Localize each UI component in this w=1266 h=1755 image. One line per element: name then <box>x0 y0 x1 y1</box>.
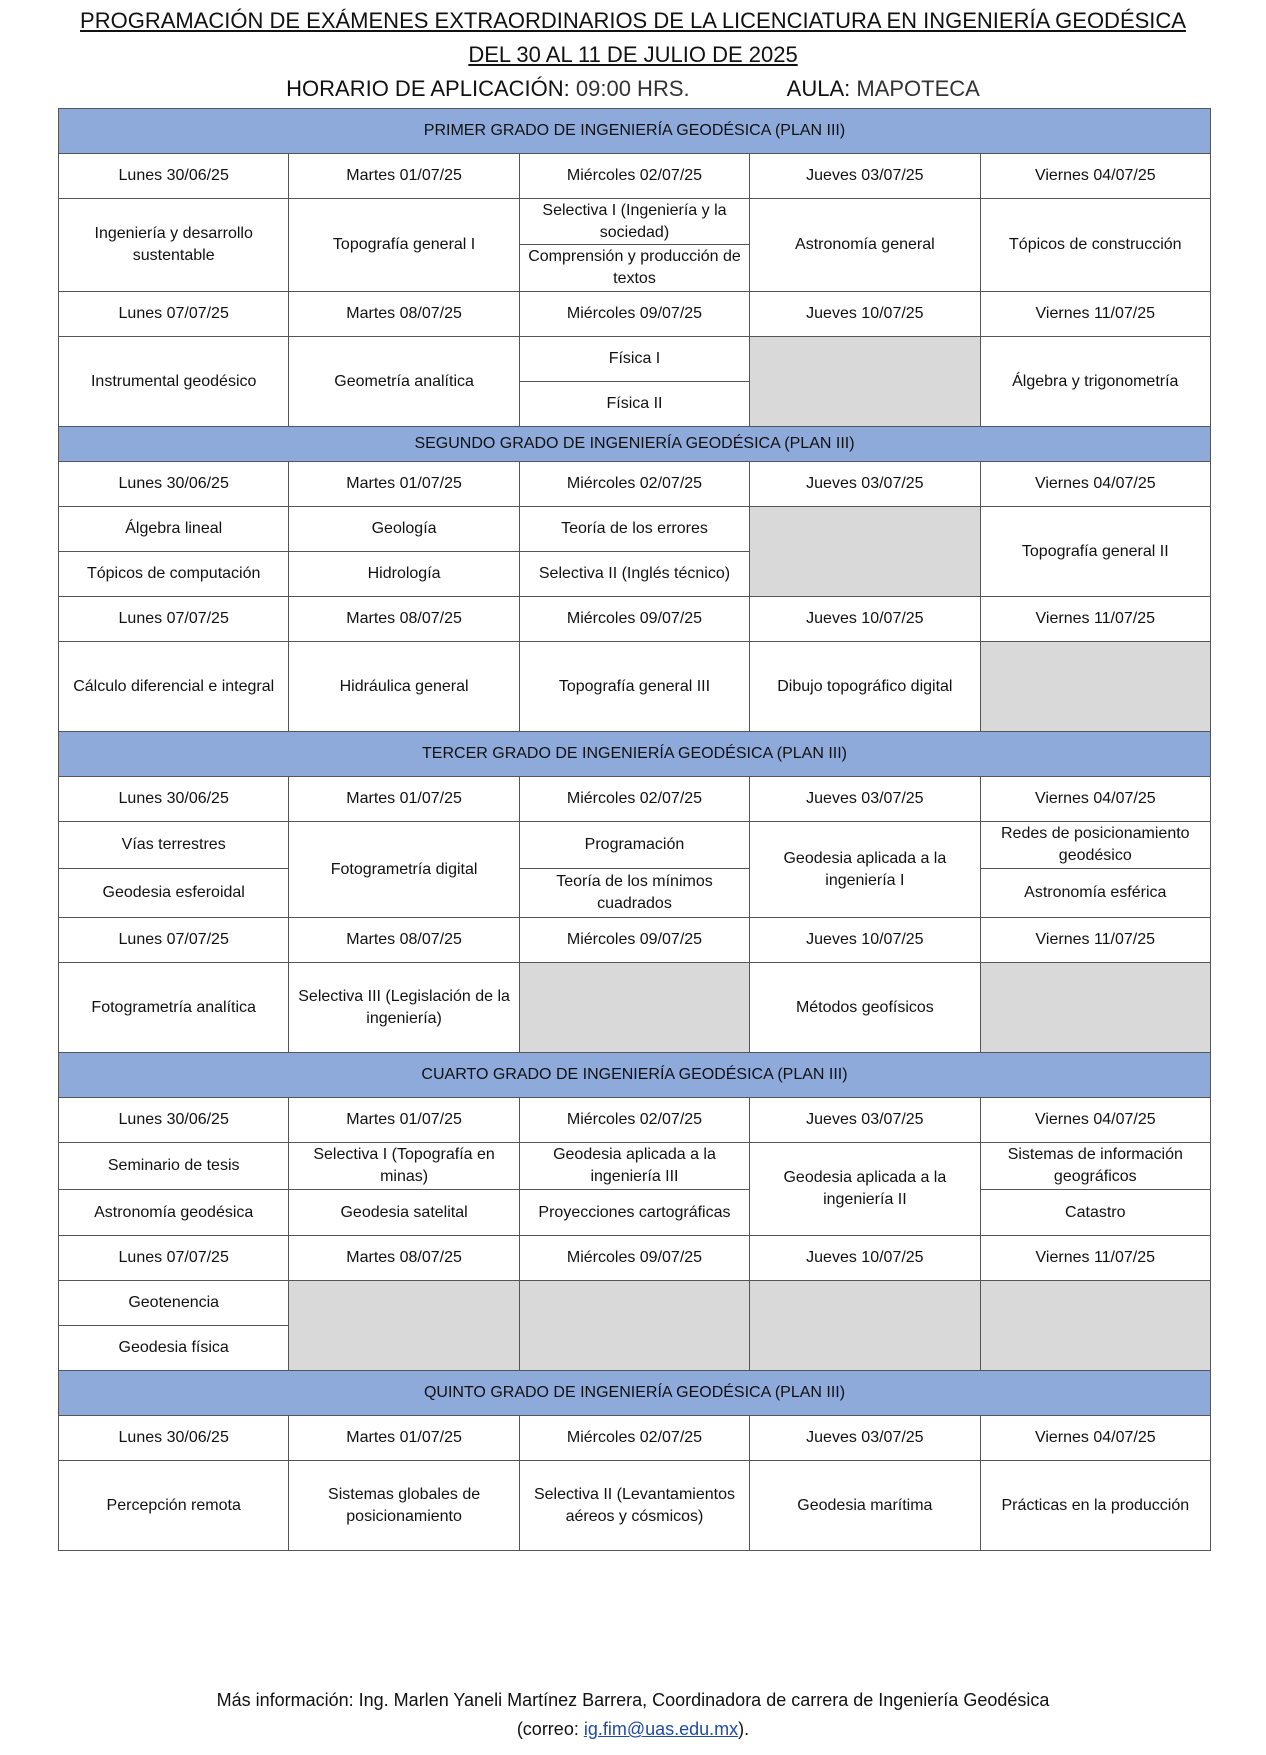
exam-cell: Física II <box>519 382 749 427</box>
email-suffix: ). <box>738 1719 750 1739</box>
day-header: Martes 08/07/25 <box>289 597 519 642</box>
exam-cell: Teoría de los mínimos cuadrados <box>519 869 749 918</box>
exam-cell: Álgebra lineal <box>59 507 289 552</box>
exam-cell: Selectiva II (Inglés técnico) <box>519 552 749 597</box>
exam-cell: Sistemas globales de posicionamiento <box>289 1461 519 1551</box>
exam-cell: Geodesia aplicada a la ingeniería III <box>519 1143 749 1190</box>
day-header: Jueves 03/07/25 <box>750 1416 980 1461</box>
day-header: Viernes 04/07/25 <box>980 1098 1210 1143</box>
document-date-range: DEL 30 AL 11 DE JULIO DE 2025 <box>468 42 798 67</box>
exam-cell: Astronomía esférica <box>980 869 1210 918</box>
exam-cell: Teoría de los errores <box>519 507 749 552</box>
exam-cell: Instrumental geodésico <box>59 337 289 427</box>
day-header: Viernes 11/07/25 <box>980 918 1210 963</box>
exam-cell: Topografía general I <box>289 199 519 292</box>
day-header: Viernes 11/07/25 <box>980 1236 1210 1281</box>
time-value: 09:00 HRS. <box>575 76 690 101</box>
day-header: Lunes 07/07/25 <box>59 918 289 963</box>
exam-cell: Geología <box>289 507 519 552</box>
exam-cell: Astronomía geodésica <box>59 1190 289 1236</box>
section-header-grade-1: PRIMER GRADO DE INGENIERÍA GEODÉSICA (PLAN III) <box>59 109 1211 154</box>
day-header-row <box>59 918 1211 963</box>
exam-cell: Fotogrametría digital <box>289 822 519 918</box>
empty-cell <box>519 963 749 1053</box>
section-header-grade-3: TERCER GRADO DE INGENIERÍA GEODÉSICA (PLAN III) <box>59 732 1211 777</box>
exam-cell: Hidrología <box>289 552 519 597</box>
day-header: Jueves 10/07/25 <box>750 597 980 642</box>
day-header: Viernes 04/07/25 <box>980 777 1210 822</box>
exam-cell: Percepción remota <box>59 1461 289 1551</box>
day-header: Jueves 10/07/25 <box>750 918 980 963</box>
day-header: Martes 01/07/25 <box>289 462 519 507</box>
exam-cell: Hidráulica general <box>289 642 519 732</box>
exam-cell: Geotenencia <box>59 1281 289 1326</box>
day-header: Jueves 03/07/25 <box>750 462 980 507</box>
exam-cell: Geodesia aplicada a la ingeniería I <box>750 822 980 918</box>
exam-cell: Física I <box>519 337 749 382</box>
day-header: Jueves 03/07/25 <box>750 777 980 822</box>
exam-cell: Dibujo topográfico digital <box>750 642 980 732</box>
day-header: Jueves 03/07/25 <box>750 1098 980 1143</box>
exam-cell: Topografía general III <box>519 642 749 732</box>
day-header-row <box>59 292 1211 337</box>
section-header-grade-2: SEGUNDO GRADO DE INGENIERÍA GEODÉSICA (PLAN III) <box>59 427 1211 462</box>
time-label: HORARIO DE APLICACIÓN: <box>286 76 570 101</box>
day-header: Lunes 30/06/25 <box>59 154 289 199</box>
exam-cell: Selectiva II (Levantamientos aéreos y cósmicos) <box>519 1461 749 1551</box>
day-header: Lunes 30/06/25 <box>59 462 289 507</box>
section-header-grade-5: QUINTO GRADO DE INGENIERÍA GEODÉSICA (PLAN III) <box>59 1371 1211 1416</box>
day-header: Miércoles 02/07/25 <box>519 1098 749 1143</box>
day-header: Miércoles 09/07/25 <box>519 1236 749 1281</box>
exam-cell: Selectiva I (Topografía en minas) <box>289 1143 519 1190</box>
exam-cell: Geodesia aplicada a la ingeniería II <box>750 1143 980 1236</box>
exam-cell: Geodesia satelital <box>289 1190 519 1236</box>
day-header: Lunes 30/06/25 <box>59 1416 289 1461</box>
day-header: Lunes 07/07/25 <box>59 597 289 642</box>
day-header: Lunes 30/06/25 <box>59 1098 289 1143</box>
day-header: Martes 01/07/25 <box>289 777 519 822</box>
day-header: Miércoles 02/07/25 <box>519 462 749 507</box>
empty-cell <box>980 642 1210 732</box>
exam-cell: Fotogrametría analítica <box>59 963 289 1053</box>
schedule-info <box>0 76 1266 102</box>
empty-cell <box>980 1281 1210 1371</box>
day-header: Miércoles 09/07/25 <box>519 918 749 963</box>
day-header: Viernes 11/07/25 <box>980 597 1210 642</box>
exam-cell: Geodesia física <box>59 1326 289 1371</box>
day-header: Viernes 11/07/25 <box>980 292 1210 337</box>
day-header: Lunes 07/07/25 <box>59 292 289 337</box>
exam-cell: Topografía general II <box>980 507 1210 597</box>
exam-cell: Astronomía general <box>750 199 980 292</box>
day-header: Martes 01/07/25 <box>289 1098 519 1143</box>
exam-cell: Geodesia esferoidal <box>59 869 289 918</box>
exam-cell: Sistemas de información geográficos <box>980 1143 1210 1190</box>
exam-cell: Métodos geofísicos <box>750 963 980 1053</box>
empty-cell <box>750 1281 980 1371</box>
exam-schedule-table <box>58 108 1211 1551</box>
day-header: Viernes 04/07/25 <box>980 154 1210 199</box>
exam-cell: Seminario de tesis <box>59 1143 289 1190</box>
document-title: PROGRAMACIÓN DE EXÁMENES EXTRAORDINARIOS DE LA LICENCIATURA EN INGENIERÍA GEODÉSICA <box>80 8 1186 33</box>
day-header: Viernes 04/07/25 <box>980 462 1210 507</box>
day-header-row <box>59 1416 1211 1461</box>
empty-cell <box>750 507 980 597</box>
exam-cell: Cálculo diferencial e integral <box>59 642 289 732</box>
email-prefix: (correo: <box>516 1719 584 1739</box>
day-header: Jueves 10/07/25 <box>750 1236 980 1281</box>
day-header: Martes 08/07/25 <box>289 918 519 963</box>
day-header-row <box>59 462 1211 507</box>
day-header-row <box>59 154 1211 199</box>
exam-cell: Comprensión y producción de textos <box>519 245 749 292</box>
day-header: Lunes 30/06/25 <box>59 777 289 822</box>
day-header: Martes 08/07/25 <box>289 1236 519 1281</box>
day-header-row <box>59 1098 1211 1143</box>
day-header-row <box>59 1236 1211 1281</box>
email-link[interactable]: ig.fim@uas.edu.mx <box>583 1719 739 1739</box>
exam-cell: Geometría analítica <box>289 337 519 427</box>
exam-cell: Catastro <box>980 1190 1210 1236</box>
room-value: MAPOTECA <box>856 76 980 101</box>
day-header: Viernes 04/07/25 <box>980 1416 1210 1461</box>
exam-cell: Prácticas en la producción <box>980 1461 1210 1551</box>
exam-cell: Proyecciones cartográficas <box>519 1190 749 1236</box>
contact-email-line <box>0 1719 1266 1740</box>
exam-cell: Vías terrestres <box>59 822 289 869</box>
day-header-row <box>59 597 1211 642</box>
day-header: Martes 08/07/25 <box>289 292 519 337</box>
day-header: Miércoles 09/07/25 <box>519 292 749 337</box>
empty-cell <box>750 337 980 427</box>
day-header: Miércoles 09/07/25 <box>519 597 749 642</box>
day-header: Miércoles 02/07/25 <box>519 1416 749 1461</box>
day-header: Jueves 10/07/25 <box>750 292 980 337</box>
day-header: Jueves 03/07/25 <box>750 154 980 199</box>
section-header-grade-4: CUARTO GRADO DE INGENIERÍA GEODÉSICA (PLAN III) <box>59 1053 1211 1098</box>
exam-cell: Selectiva I (Ingeniería y la sociedad) <box>519 199 749 245</box>
empty-cell <box>519 1281 749 1371</box>
contact-info: Más información: Ing. Marlen Yaneli Martínez Barrera, Coordinadora de carrera de Ingeniería Geodésica <box>216 1690 1050 1710</box>
day-header: Martes 01/07/25 <box>289 154 519 199</box>
exam-cell: Ingeniería y desarrollo sustentable <box>59 199 289 292</box>
exam-cell: Geodesia marítima <box>750 1461 980 1551</box>
day-header: Martes 01/07/25 <box>289 1416 519 1461</box>
day-header: Miércoles 02/07/25 <box>519 777 749 822</box>
empty-cell <box>980 963 1210 1053</box>
exam-cell: Redes de posicionamiento geodésico <box>980 822 1210 869</box>
exam-cell: Álgebra y trigonometría <box>980 337 1210 427</box>
day-header: Miércoles 02/07/25 <box>519 154 749 199</box>
exam-cell: Programación <box>519 822 749 869</box>
exam-cell: Tópicos de construcción <box>980 199 1210 292</box>
exam-cell: Tópicos de computación <box>59 552 289 597</box>
exam-cell: Selectiva III (Legislación de la ingeniería) <box>289 963 519 1053</box>
day-header: Lunes 07/07/25 <box>59 1236 289 1281</box>
empty-cell <box>289 1281 519 1371</box>
day-header-row <box>59 777 1211 822</box>
room-label: AULA: <box>786 76 851 101</box>
